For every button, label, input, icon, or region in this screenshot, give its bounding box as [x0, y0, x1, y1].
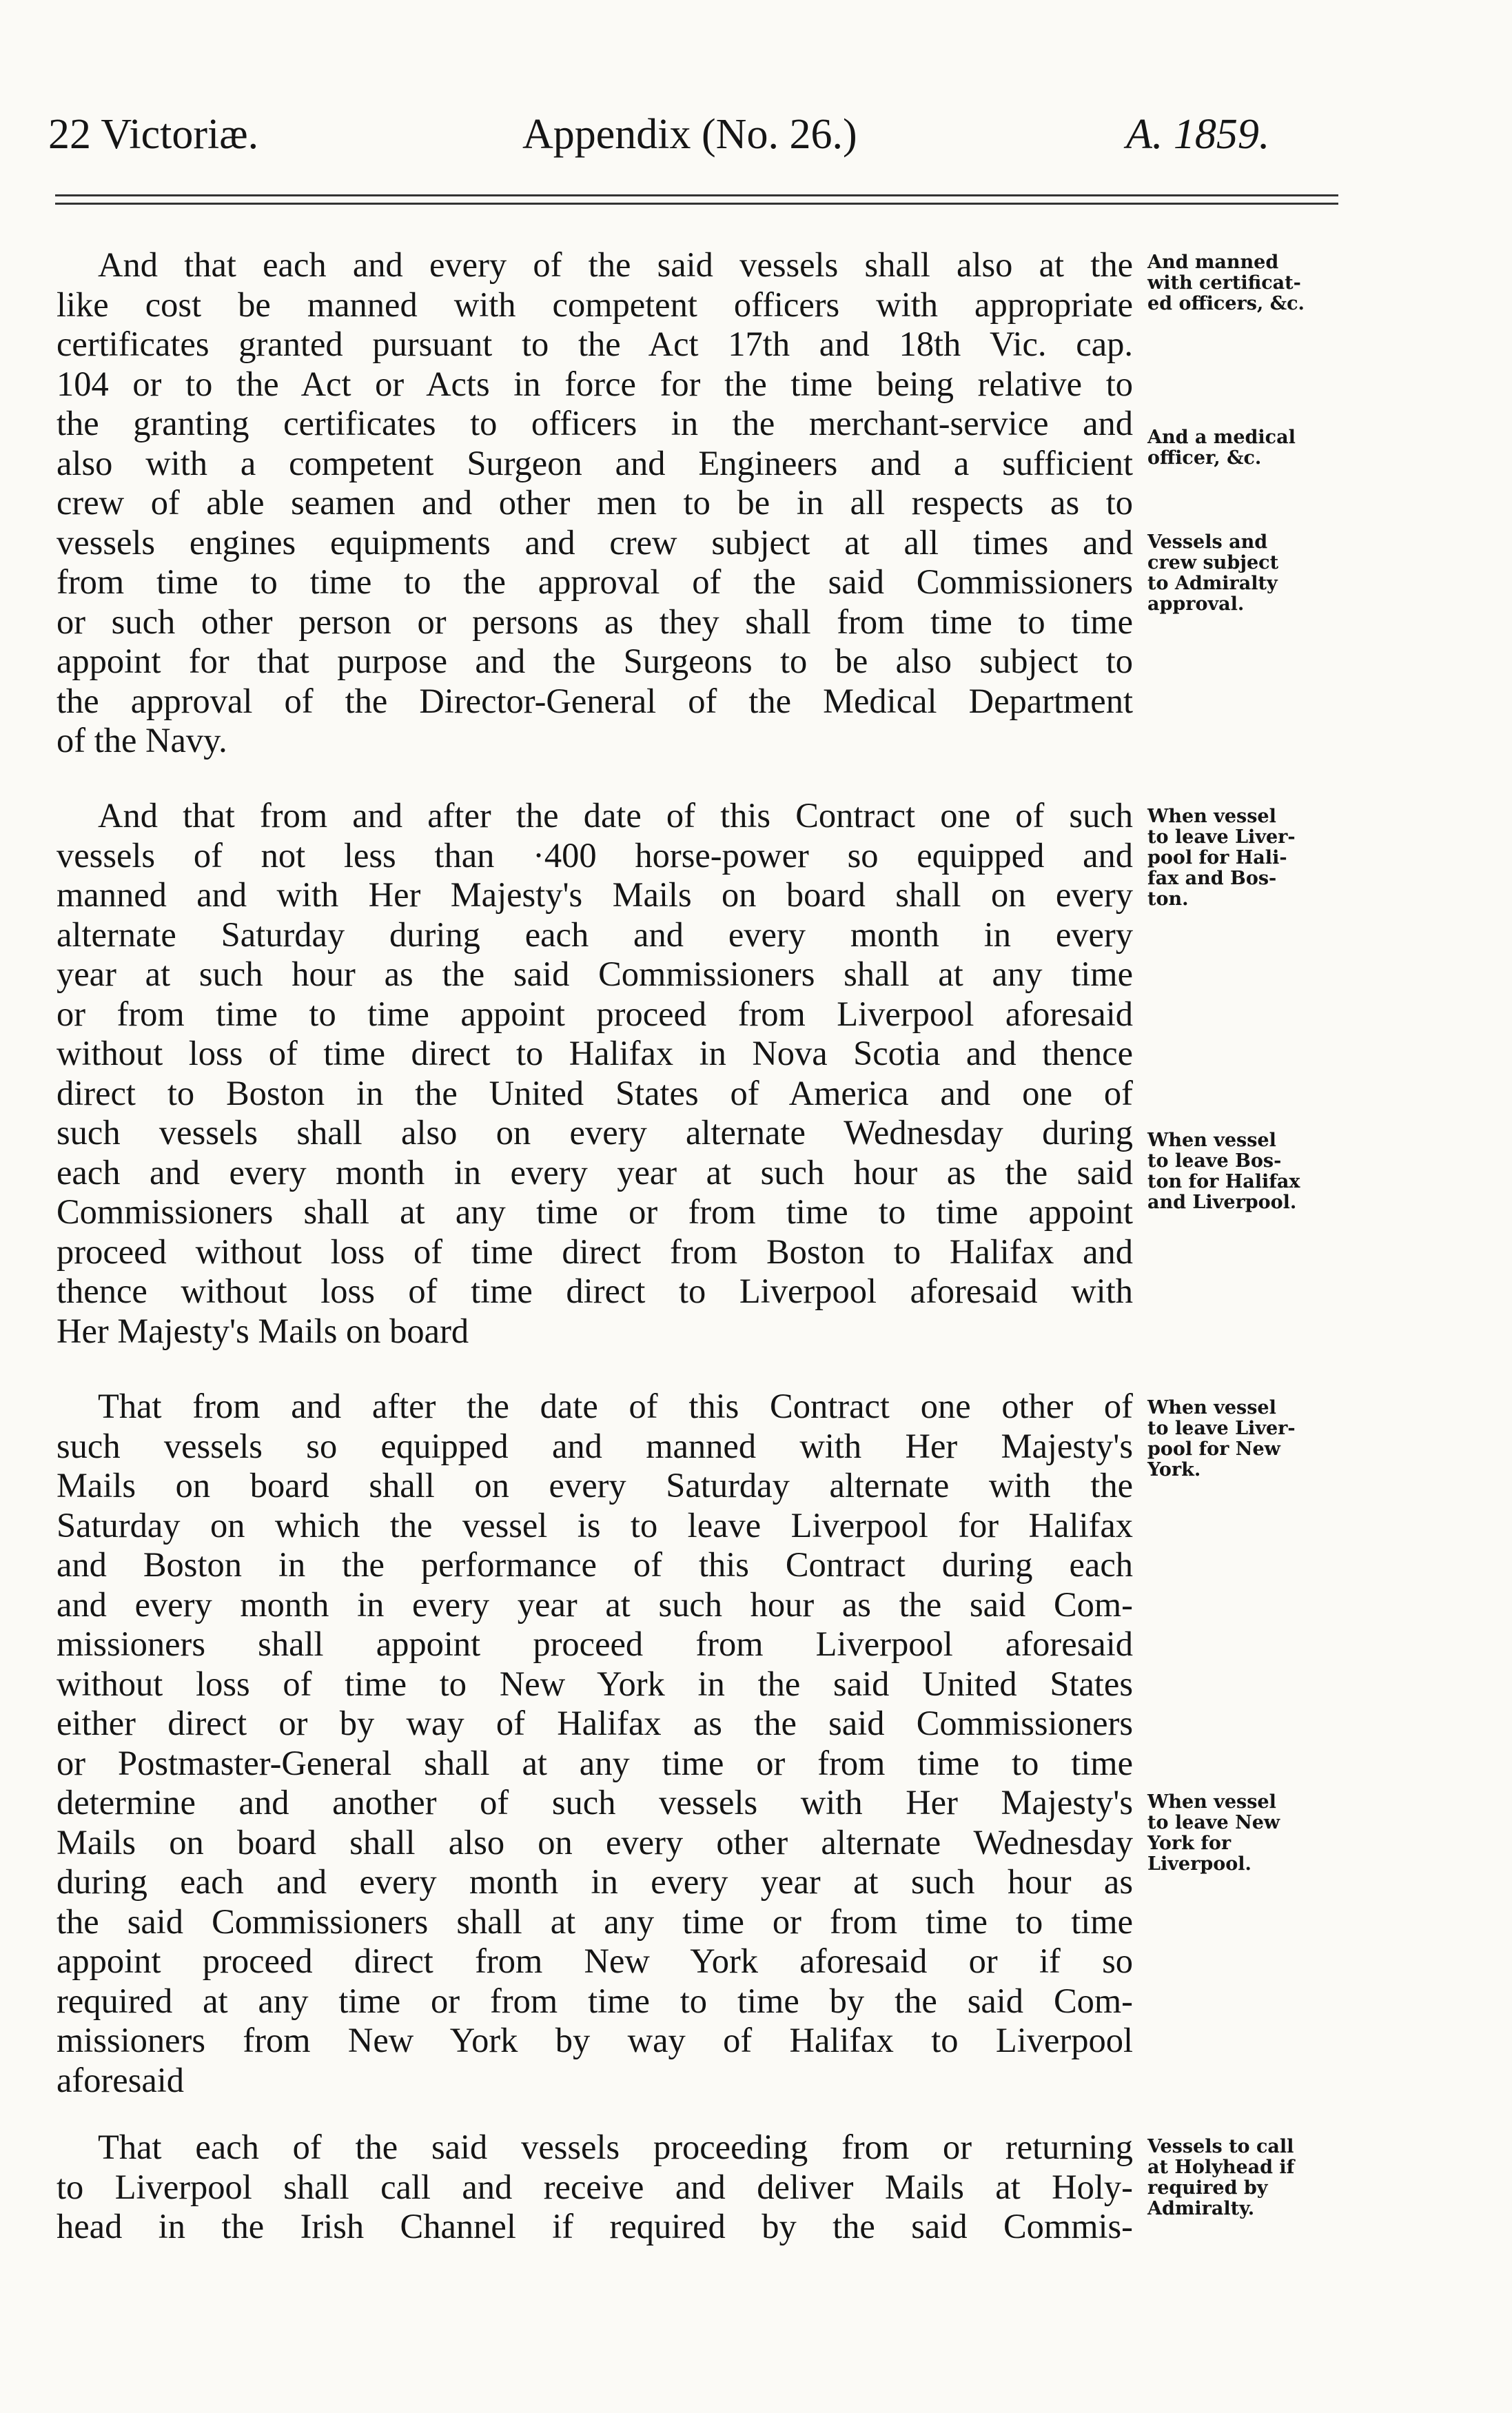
margin-note-holyhead: Vessels to call at Holyhead if required by Admiralty. — [1147, 2136, 1295, 2219]
margin-note-leave-liverpool-new-york: When vessel to leave Liver- pool for New York. — [1147, 1397, 1296, 1480]
text-line: or Postmaster-General shall at any time or from time to time — [57, 1743, 1133, 1782]
text-line: the said Commissioners shall at any time or from time to time — [57, 1902, 1133, 1941]
margin-note-leave-boston: When vessel to leave Bos- ton for Halifax and Liverpool. — [1147, 1130, 1300, 1213]
text-line: also with a competent Surgeon and Engineers and a sufficient — [57, 443, 1133, 482]
text-line: Her Majesty's Mails on board — [57, 1311, 469, 1350]
paragraph-holyhead — [57, 2128, 1133, 2247]
text-line: That each of the said vessels proceeding from or returning — [98, 2128, 1133, 2166]
text-line: vessels engines equipments and crew subject at all times and — [57, 522, 1133, 562]
text-line: missioners shall appoint proceed from Liverpool aforesaid — [57, 1625, 1133, 1663]
text-line: without loss of time direct to Halifax in Nova Scotia and thence — [57, 1034, 1133, 1072]
page-header — [48, 110, 1344, 165]
text-line: the approval of the Director-General of the Medical Department — [57, 681, 1133, 720]
text-line: And that from and after the date of this Contract one of such — [98, 796, 1133, 835]
text-line: thence without loss of time direct to Liverpool aforesaid with — [57, 1272, 1133, 1310]
paragraph-manning — [57, 245, 1133, 761]
header-rule-bottom — [55, 203, 1338, 205]
text-line: year at such hour as the said Commissioners shall at any time — [57, 955, 1133, 993]
text-line: vessels of not less than ·400 horse-power so equipped and — [57, 835, 1133, 875]
text-line: and every month in every year at such hour as the said Com- — [57, 1585, 1133, 1624]
paragraph-liverpool-new-york — [57, 1387, 1133, 2100]
text-line: like cost be manned with competent officers with appropriate — [57, 285, 1133, 324]
text-line: or from time to time appoint proceed from Liverpool aforesaid — [57, 994, 1133, 1033]
text-line: appoint proceed direct from New York aforesaid or if so — [57, 1942, 1133, 1980]
margin-note-manned-certificated: And manned with certificat- ed officers, &c. — [1147, 252, 1305, 314]
text-line: appoint for that purpose and the Surgeons to be also subject to — [57, 642, 1133, 680]
text-line: That from and after the date of this Contract one other of — [98, 1387, 1133, 1425]
text-line: certificates granted pursuant to the Act 17th and 18th Vic. cap. — [57, 325, 1133, 363]
text-line: alternate Saturday during each and every month in every — [57, 915, 1133, 954]
text-line: during each and every month in every year at such hour as — [57, 1862, 1133, 1901]
header-appendix-title: Appendix (No. 26.) — [522, 111, 857, 158]
text-line: Saturday on which the vessel is to leave Liverpool for Halifax — [57, 1505, 1133, 1545]
text-line: direct to Boston in the United States of America and one of — [57, 1073, 1133, 1112]
paragraph-liverpool-halifax-boston — [57, 796, 1133, 1351]
header-rule-top — [55, 194, 1338, 196]
text-line: missioners from New York by way of Halifax to Liverpool — [57, 2021, 1133, 2059]
text-line: Mails on board shall also on every other alternate Wednesday — [57, 1822, 1133, 1862]
header-year: A. 1859. — [1126, 111, 1270, 158]
text-line: determine and another of such vessels with Her Majesty's — [57, 1783, 1133, 1822]
text-line: either direct or by way of Halifax as the said Commissioners — [57, 1704, 1133, 1742]
text-line: And that each and every of the said vessels shall also at the — [98, 245, 1133, 284]
text-line: or such other person or persons as they shall from time to time — [57, 602, 1133, 641]
text-line: to Liverpool shall call and receive and deliver Mails at Holy- — [57, 2167, 1133, 2206]
text-line: from time to time to the approval of the said Commissioners — [57, 562, 1133, 601]
text-line: crew of able seamen and other men to be in all respects as to — [57, 483, 1133, 522]
margin-note-leave-new-york: When vessel to leave New York for Liverpool. — [1147, 1791, 1280, 1875]
text-line: such vessels so equipped and manned with Her Majesty's — [57, 1426, 1133, 1465]
text-line: 104 or to the Act or Acts in force for the time being relative to — [57, 364, 1133, 403]
margin-note-leave-liverpool-halifax: When vessel to leave Liver- pool for Hali- fax and Bos- ton. — [1147, 806, 1296, 910]
text-line: each and every month in every year at such hour as the said — [57, 1152, 1133, 1192]
text-line: and Boston in the performance of this Contract during each — [57, 1545, 1133, 1584]
text-line: manned and with Her Majesty's Mails on board shall on every — [57, 875, 1133, 914]
header-regnal-year: 22 Victoriæ. — [48, 111, 259, 158]
text-line: proceed without loss of time direct from Boston to Halifax and — [57, 1232, 1133, 1271]
text-line: Commissioners shall at any time or from time to time appoint — [57, 1192, 1133, 1231]
text-line: head in the Irish Channel if required by the said Commis- — [57, 2207, 1133, 2246]
margin-note-admiralty-approval: Vessels and crew subject to Admiralty approval. — [1147, 531, 1279, 615]
text-line: the granting certificates to officers in the merchant-service and — [57, 404, 1133, 442]
text-line: Mails on board shall on every Saturday alternate with the — [57, 1466, 1133, 1505]
text-line: required at any time or from time to time by the said Com- — [57, 1981, 1133, 2020]
text-line: aforesaid — [57, 2060, 185, 2099]
text-line: without loss of time to New York in the said United States — [57, 1664, 1133, 1703]
margin-note-medical-officer: And a medical officer, &c. — [1147, 427, 1296, 469]
text-line: such vessels shall also on every alternate Wednesday during — [57, 1113, 1133, 1152]
text-line: of the Navy. — [57, 721, 227, 760]
